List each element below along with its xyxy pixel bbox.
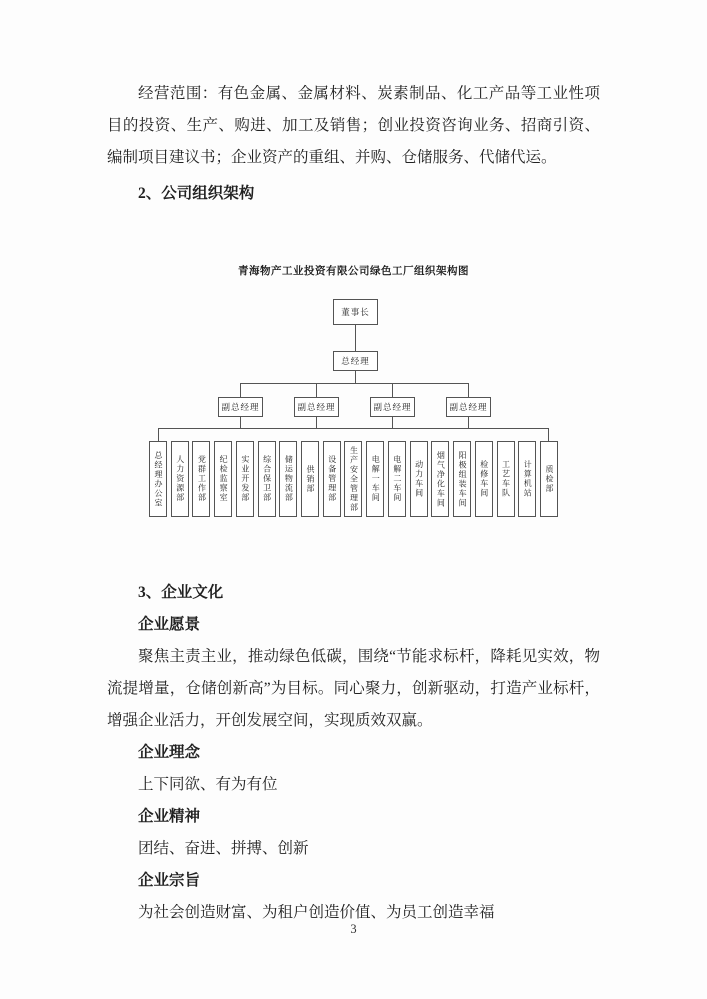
org-box-department	[301, 441, 319, 517]
department-label: 设备管理部	[327, 455, 337, 503]
department-label: 计算机站	[523, 460, 533, 498]
org-box-department	[388, 441, 406, 517]
department-label: 生产安全管理部	[349, 445, 359, 513]
org-box-department	[236, 441, 254, 517]
org-box-chairman: 董事长	[333, 299, 378, 325]
connector-line	[240, 383, 241, 397]
org-box-general-manager: 总经理	[333, 351, 378, 371]
org-box-department	[518, 441, 536, 517]
org-box-department	[149, 441, 167, 517]
org-departments-row	[149, 441, 558, 517]
culture-philosophy-text: 上下同欲、有为有位	[138, 776, 278, 793]
connector-line	[355, 325, 356, 351]
org-box-department	[258, 441, 276, 517]
org-box-department	[366, 441, 384, 517]
org-box-deputy-gm: 副总经理	[294, 397, 339, 417]
connector-line	[240, 383, 469, 384]
connector-line	[240, 417, 241, 428]
org-box-department	[410, 441, 428, 517]
connector-line	[158, 428, 159, 441]
department-label: 实业开发部	[240, 455, 250, 503]
culture-section	[107, 577, 600, 929]
department-label: 综合保卫部	[262, 455, 272, 503]
connector-line	[548, 428, 549, 441]
connector-line	[392, 383, 393, 397]
culture-philosophy-label: 企业理念	[138, 744, 201, 761]
department-label: 纪检监察室	[219, 455, 229, 503]
org-box-deputy-gm: 副总经理	[218, 397, 263, 417]
culture-vision-text: 聚焦主责主业，推动绿色低碳，围绕“节能求标杆，降耗见实效，物流提增量，仓储创新高”为目标。同心聚力，创新驱动，打造产业标杆，增强企业活力，开创发展空间，实现质效双赢。	[107, 648, 600, 729]
department-label: 供销部	[306, 464, 316, 494]
culture-tenet-label: 企业宗旨	[138, 872, 201, 889]
connector-line	[392, 417, 393, 428]
connector-line	[468, 417, 469, 428]
department-label: 人力资源部	[175, 455, 185, 503]
org-box-department	[192, 441, 210, 517]
business-scope-paragraph: 经营范围：有色金属、金属材料、炭素制品、化工产品等工业性项目的投资、生产、购进、加工及销售；创业投资咨询业务、招商引资、编制项目建议书；企业资产的重组、并购、仓储服务、代储代运。	[107, 85, 600, 166]
business-scope-section	[107, 78, 600, 210]
connector-line	[355, 371, 356, 383]
culture-spirit-label: 企业精神	[138, 808, 201, 825]
org-chart-title: 青海物产工业投资有限公司绿色工厂组织架构图	[238, 266, 469, 277]
page-number: 3	[350, 922, 357, 936]
org-box-department	[497, 441, 515, 517]
section-heading-org: 2、公司组织架构	[138, 185, 255, 202]
department-label: 储运物流部	[284, 455, 294, 503]
department-label: 总经理办公室	[154, 450, 163, 508]
department-label: 电解二车间	[392, 455, 402, 503]
connector-line	[468, 383, 469, 397]
org-box-department	[344, 441, 362, 517]
org-box-department	[279, 441, 297, 517]
department-label: 烟气净化车间	[436, 450, 446, 508]
org-box-department	[453, 441, 471, 517]
org-box-department	[323, 441, 341, 517]
culture-tenet-text: 为社会创造财富、为租户创造价值、为员工创造幸福	[138, 904, 495, 921]
connector-line	[316, 383, 317, 397]
org-box-department	[540, 441, 558, 517]
department-label: 工艺车队	[501, 460, 511, 498]
org-box-department	[431, 441, 449, 517]
org-box-department	[214, 441, 232, 517]
culture-spirit-text: 团结、奋进、拼搏、创新	[138, 840, 309, 857]
org-box-department	[171, 441, 189, 517]
org-box-department	[475, 441, 493, 517]
org-box-deputy-gm: 副总经理	[370, 397, 415, 417]
department-label: 检修车间	[479, 460, 489, 498]
department-label: 阳极组装车间	[458, 450, 468, 508]
culture-vision-label: 企业愿景	[138, 616, 201, 633]
org-chart	[0, 255, 707, 527]
department-label: 质检部	[544, 464, 554, 494]
department-label: 动力车间	[414, 460, 424, 498]
department-label: 电解一车间	[371, 455, 381, 503]
section-heading-culture: 3、企业文化	[138, 584, 224, 601]
connector-line	[316, 417, 317, 428]
connector-line	[158, 428, 549, 429]
department-label: 党群工作部	[197, 455, 207, 503]
org-box-deputy-gm: 副总经理	[446, 397, 491, 417]
